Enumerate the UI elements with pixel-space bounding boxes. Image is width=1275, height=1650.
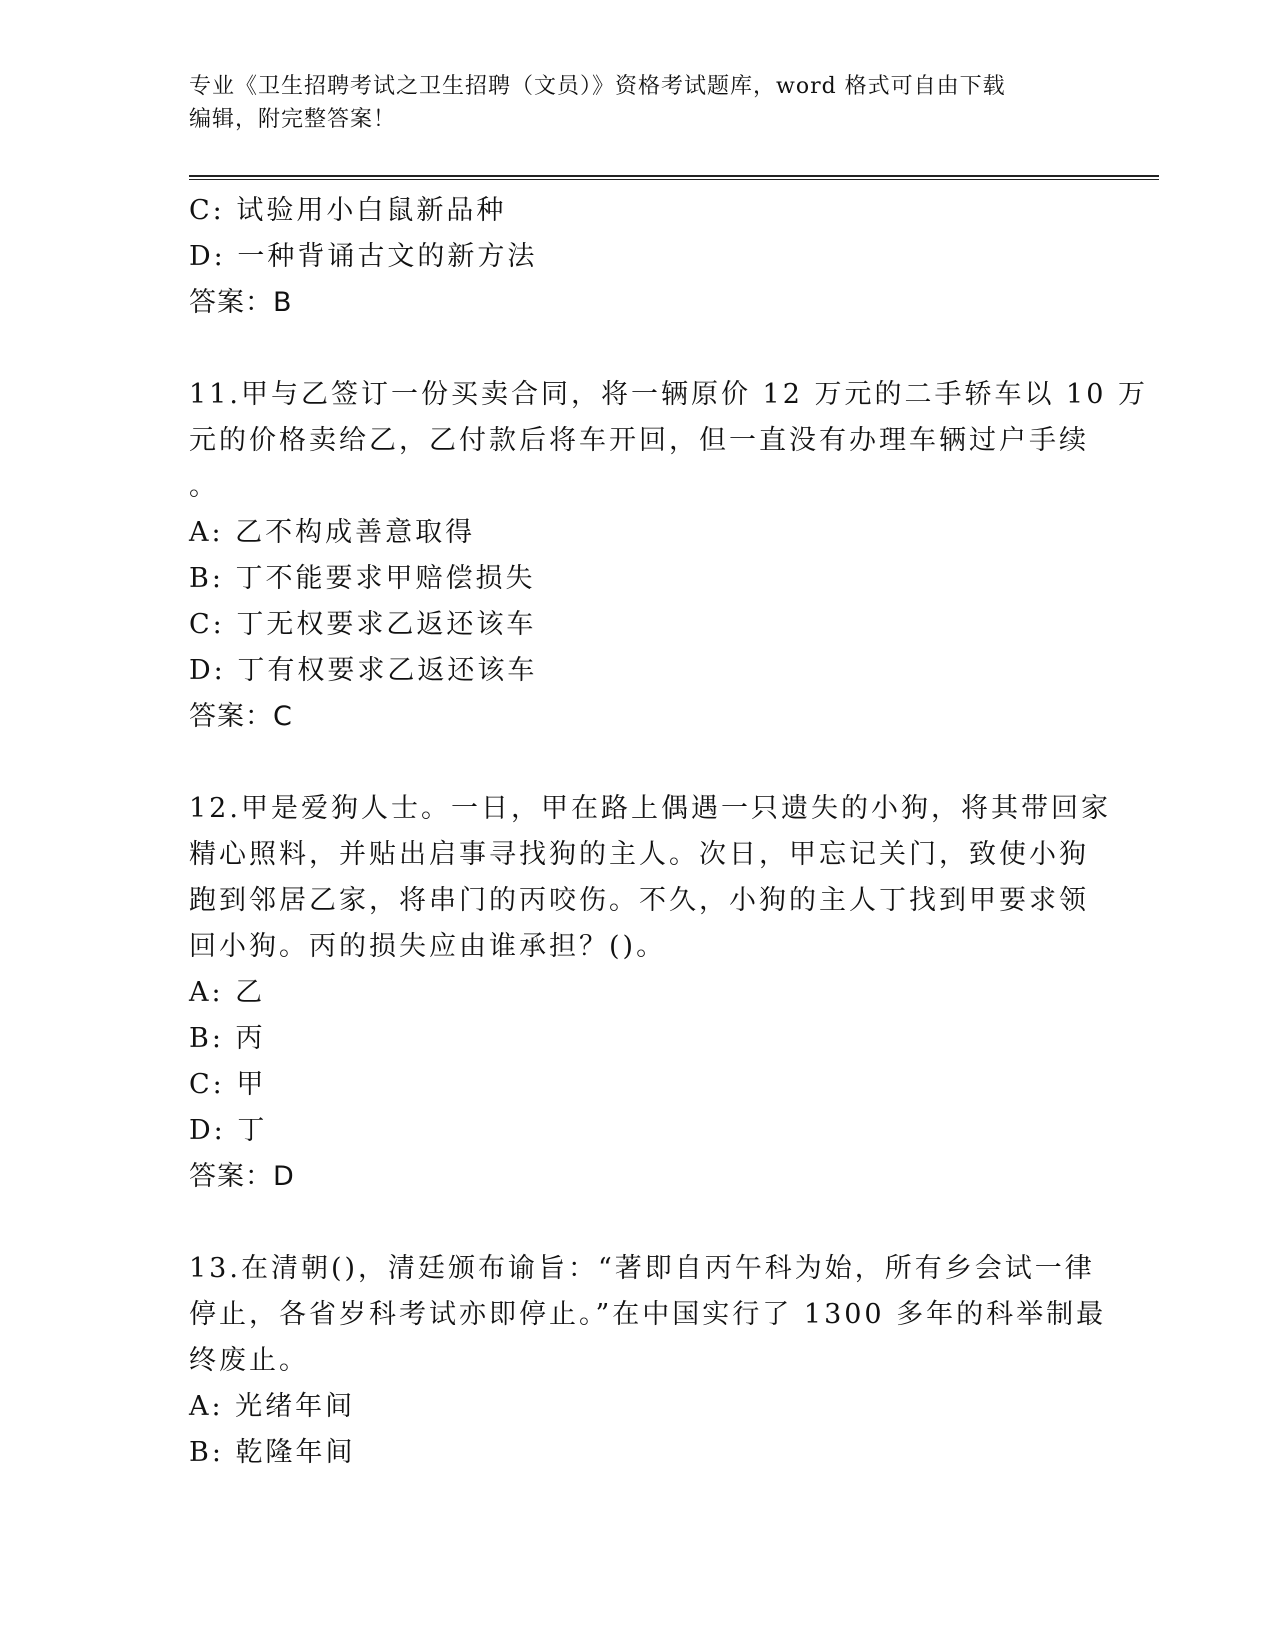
question-text-line: 回小狗。丙的损失应由谁承担？()。	[189, 931, 667, 962]
option-b: B: 乾隆年间	[189, 1437, 356, 1468]
header-rule	[189, 175, 1159, 180]
question-11	[189, 372, 1148, 740]
answer-label: 答案：B	[189, 287, 293, 318]
option-d: D: 一种背诵古文的新方法	[189, 241, 538, 272]
header-line-2: 编辑，附完整答案！	[189, 107, 397, 132]
option-b: B: 丙	[189, 1023, 266, 1054]
question-text-line: 元的价格卖给乙，乙付款后将车开回，但一直没有办理车辆过户手续	[189, 425, 1089, 456]
option-c: C: 丁无权要求乙返还该车	[189, 609, 537, 640]
option-d: D: 丁	[189, 1115, 268, 1146]
answer-label: 答案：D	[189, 1161, 295, 1192]
document-header	[189, 70, 1089, 136]
option-c: C: 试验用小白鼠新品种	[189, 195, 507, 226]
question-text-line: 精心照料，并贴出启事寻找狗的主人。次日，甲忘记关门，致使小狗	[189, 839, 1089, 870]
question-13	[189, 1246, 1107, 1476]
header-line-1: 专业《卫生招聘考试之卫生招聘（文员）》资格考试题库，word 格式可自由下载	[189, 74, 1006, 99]
question-text-line: 停止，各省岁科考试亦即停止。”在中国实行了 1300 多年的科举制最	[189, 1299, 1107, 1330]
option-d: D: 丁有权要求乙返还该车	[189, 655, 538, 686]
question-text-line: 11.甲与乙签订一份买卖合同，将一辆原价 12 万元的二手轿车以 10 万	[189, 379, 1148, 410]
option-a: A: 光绪年间	[189, 1391, 356, 1422]
question-12	[189, 786, 1111, 1200]
question-text-line: 跑到邻居乙家，将串门的丙咬伤。不久，小狗的主人丁找到甲要求领	[189, 885, 1089, 916]
option-b: B: 丁不能要求甲赔偿损失	[189, 563, 536, 594]
option-a: A: 乙不构成善意取得	[189, 517, 476, 548]
question-text-line: 终废止。	[189, 1345, 309, 1376]
option-c: C: 甲	[189, 1069, 267, 1100]
question-text-line: 。	[189, 471, 219, 502]
option-a: A: 乙	[189, 977, 266, 1008]
question-text-line: 13.在清朝()，清廷颁布谕旨：“著即自丙午科为始，所有乡会试一律	[189, 1253, 1095, 1284]
question-content	[189, 188, 1148, 1476]
answer-label: 答案：C	[189, 701, 293, 732]
question-text-line: 12.甲是爱狗人士。一日，甲在路上偶遇一只遗失的小狗，将其带回家	[189, 793, 1111, 824]
